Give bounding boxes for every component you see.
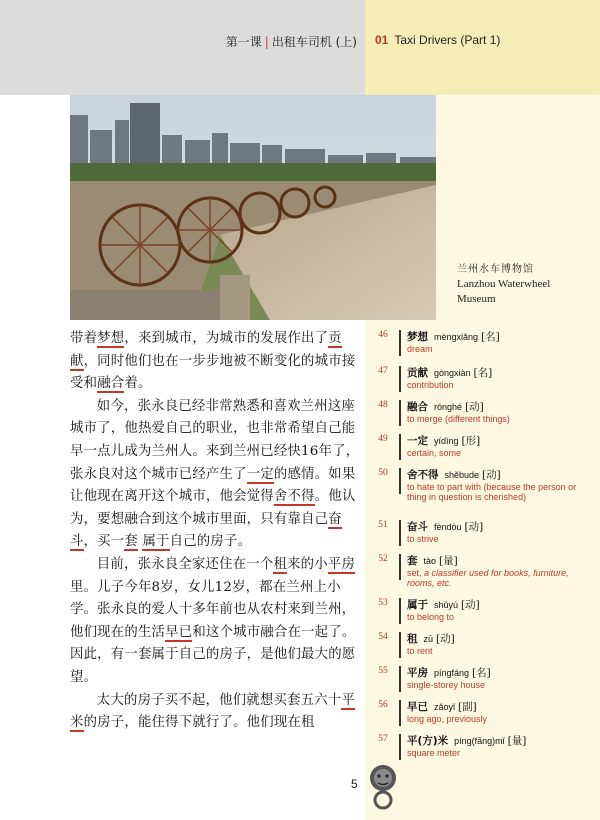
lesson-name-en: Taxi Drivers (Part 1) bbox=[394, 33, 501, 47]
vocab-divider bbox=[399, 632, 401, 658]
lesson-title-en bbox=[375, 33, 500, 47]
header-left-band bbox=[0, 0, 365, 95]
lion-ornament-icon bbox=[366, 762, 400, 816]
vocab-pinyin: zǎoyǐ bbox=[434, 702, 456, 712]
paragraph-1 bbox=[70, 328, 360, 396]
vocab-divider bbox=[399, 598, 401, 624]
vocab-part-of-speech: [量] bbox=[507, 735, 527, 747]
vocab-definition: to rent bbox=[407, 646, 433, 656]
vocab-part-of-speech: [动] bbox=[482, 469, 501, 481]
lesson-label-zh: 第一课 bbox=[225, 35, 262, 49]
vocab-word: 一定 bbox=[407, 435, 428, 447]
vocab-pinyin: rónghé bbox=[434, 402, 463, 412]
text-run: 的感情。如果让他现在离开这个城市，他会觉得 bbox=[70, 466, 356, 505]
vocab-pinyin: fèndòu bbox=[434, 522, 462, 532]
vocab-entry bbox=[407, 329, 500, 344]
vocab-word: 奋斗 bbox=[407, 521, 428, 533]
waterwheel-photo bbox=[70, 95, 436, 320]
vocab-pinyin: mèngxiǎng bbox=[434, 332, 479, 342]
vocab-pinyin: tào bbox=[423, 556, 437, 566]
caption-zh: 兰州水车博物馆 bbox=[457, 264, 534, 275]
vocab-definition: to strive bbox=[407, 534, 439, 544]
vocab-number: 50 bbox=[378, 468, 388, 478]
header-right-band bbox=[365, 0, 600, 95]
vocab-number: 54 bbox=[378, 632, 388, 642]
vocab-entry bbox=[407, 733, 526, 748]
vocab-word: 早已 bbox=[407, 701, 428, 713]
vocab-divider bbox=[399, 400, 401, 426]
vocab-number: 48 bbox=[378, 400, 388, 410]
text-run: ，来到城市，为城市的发展作出了 bbox=[124, 331, 329, 346]
vocab-definition: to belong to bbox=[407, 612, 455, 622]
text-run: ，买一 bbox=[83, 534, 125, 550]
vocab-definition: to hate to part with (because the person or thing in question is cherished) bbox=[407, 482, 577, 502]
vocab-part-of-speech: [名] bbox=[472, 667, 491, 679]
photo-caption bbox=[457, 262, 587, 307]
vocab-part-of-speech: [副] bbox=[458, 701, 477, 713]
vocab-part-of-speech: [形] bbox=[461, 435, 481, 447]
vocab-definition: square meter bbox=[407, 748, 461, 758]
vocab-divider bbox=[399, 434, 401, 460]
vocab-word: 租 bbox=[407, 633, 418, 645]
vocab-divider bbox=[399, 330, 401, 356]
vocab-number: 53 bbox=[378, 598, 388, 608]
vocab-word-highlight: 早已 bbox=[165, 624, 193, 640]
lesson-number: 01 bbox=[375, 33, 389, 47]
vocab-word: 融合 bbox=[407, 401, 428, 413]
vocab-definition: long ago, previously bbox=[407, 714, 488, 724]
vocab-part-of-speech: [动] bbox=[461, 599, 480, 611]
vocab-divider bbox=[399, 520, 401, 546]
divider: | bbox=[264, 35, 269, 49]
vocab-word-highlight: 套 bbox=[124, 534, 138, 550]
vocab-number: 47 bbox=[378, 366, 388, 376]
vocab-number: 55 bbox=[378, 666, 388, 676]
vocab-pinyin: píng(fāng)mǐ bbox=[454, 736, 505, 746]
caption-en-line-2: Museum bbox=[457, 293, 496, 305]
lesson-name-zh: 出租车司机 (上) bbox=[271, 35, 357, 49]
paragraph-4 bbox=[70, 690, 360, 735]
vocab-pinyin: gòngxiàn bbox=[434, 368, 471, 378]
vocab-part-of-speech: [动] bbox=[465, 401, 484, 413]
vocab-entry bbox=[407, 665, 491, 680]
text-run: ，同时他们也在一步步地被不断变化的城市接受和 bbox=[70, 353, 356, 392]
vocab-entry bbox=[407, 597, 480, 612]
vocab-part-of-speech: [动] bbox=[436, 633, 455, 645]
vocab-divider bbox=[399, 734, 401, 760]
vocab-word-highlight: 平米 bbox=[70, 692, 356, 731]
vocab-definition: single-storey house bbox=[407, 680, 486, 690]
vocab-part-of-speech: [动] bbox=[464, 521, 484, 533]
vocab-entry bbox=[407, 553, 458, 568]
vocab-part-of-speech: [名] bbox=[473, 367, 493, 379]
vocab-number: 56 bbox=[378, 700, 388, 710]
vocab-divider bbox=[399, 666, 401, 692]
text-run: 带着 bbox=[70, 331, 98, 346]
vocab-definition: dream bbox=[407, 344, 433, 354]
caption-en-line-1: Lanzhou Waterwheel bbox=[457, 278, 551, 290]
text-run: 的房子，能住得下就行了。他们现在租 bbox=[83, 715, 315, 731]
lesson-title-zh bbox=[226, 33, 357, 50]
vocab-number: 57 bbox=[378, 734, 388, 744]
vocab-entry bbox=[407, 631, 455, 646]
text-run: 里。儿子今年8岁，女儿12岁，都在兰州上小学。张永良的爱人十多年前也从农村来到兰州，他们现在的生活 bbox=[70, 579, 356, 640]
vocab-number: 49 bbox=[378, 434, 388, 444]
vocab-number: 51 bbox=[378, 520, 388, 530]
vocab-entry bbox=[407, 399, 484, 414]
vocab-definition: to merge (different things) bbox=[407, 414, 510, 424]
vocab-word: 梦想 bbox=[407, 331, 428, 343]
vocab-word-highlight: 梦想 bbox=[97, 331, 125, 346]
vocab-part-of-speech: [名] bbox=[481, 331, 500, 343]
vocab-pinyin: shěbude bbox=[444, 470, 480, 480]
vocab-definition: certain, some bbox=[407, 448, 462, 458]
vocab-word: 属于 bbox=[407, 599, 428, 611]
paragraph-2 bbox=[70, 396, 360, 554]
vocab-definition: set, a classifier used for books, furniture, rooms, etc. bbox=[407, 568, 569, 588]
vocab-word: 贡献 bbox=[407, 367, 428, 379]
vocab-entry bbox=[407, 365, 492, 380]
vocab-entry bbox=[407, 699, 477, 714]
vocab-word: 套 bbox=[407, 555, 418, 567]
vocab-number: 52 bbox=[378, 554, 388, 564]
text-run: 自己的房子。 bbox=[169, 534, 252, 550]
vocab-word-highlight: 一定 bbox=[246, 466, 274, 482]
vocab-entry bbox=[407, 467, 501, 482]
vocab-divider bbox=[399, 554, 401, 580]
vocab-pinyin: zū bbox=[423, 634, 434, 644]
vocab-word-highlight: 奋斗 bbox=[70, 511, 342, 550]
vocab-pinyin: píngfáng bbox=[434, 668, 470, 678]
text-run: 着。 bbox=[124, 376, 152, 392]
vocab-part-of-speech: [量] bbox=[439, 555, 458, 567]
vocab-word-highlight: 融合 bbox=[97, 376, 125, 392]
vocab-word: 平房 bbox=[407, 667, 428, 679]
vocab-word-highlight: 舍不得 bbox=[273, 489, 315, 505]
reading-text bbox=[70, 328, 360, 735]
vocab-word-highlight: 平房 bbox=[327, 556, 356, 572]
text-run: 和这个城市融合在一起了。因此，有一套属于自己的房子，是他们最大的愿望。 bbox=[70, 624, 356, 685]
vocab-definition: contribution bbox=[407, 380, 454, 390]
text-run: 目前，张永良全家还住在一个 bbox=[96, 556, 274, 572]
vocab-pinyin: yídìng bbox=[434, 436, 459, 446]
vocab-entry bbox=[407, 433, 480, 448]
vocab-divider bbox=[399, 366, 401, 392]
vocab-word-highlight: 属于 bbox=[142, 534, 170, 550]
text-run: 来的小 bbox=[287, 556, 328, 572]
vocab-divider bbox=[399, 468, 401, 494]
text-run: 。他认为，要想融合到这个城市里面，只有靠自己 bbox=[70, 489, 356, 527]
vocab-number: 46 bbox=[378, 330, 388, 340]
text-run: 如今，张永良已经非常熟悉和喜欢兰州这座城市了，他热爱自己的职业，也非常希望自己能早一点儿成为兰州人。来到兰州已经快16年了，张永良对这个城市已经产生了 bbox=[70, 398, 360, 482]
vocab-pinyin: shǔyú bbox=[434, 600, 459, 610]
vocab-entry bbox=[407, 519, 483, 534]
text-run: 太大的房子买不起，他们就想买套五六十 bbox=[96, 692, 342, 708]
vocab-word-highlight: 租 bbox=[273, 556, 288, 572]
vocab-word-highlight: 贡献 bbox=[70, 331, 342, 369]
vocab-word: 平(方)米 bbox=[407, 735, 449, 747]
page-number: 5 bbox=[351, 777, 358, 791]
vocab-word: 舍不得 bbox=[407, 469, 439, 481]
paragraph-3 bbox=[70, 554, 360, 690]
vocab-divider bbox=[399, 700, 401, 726]
